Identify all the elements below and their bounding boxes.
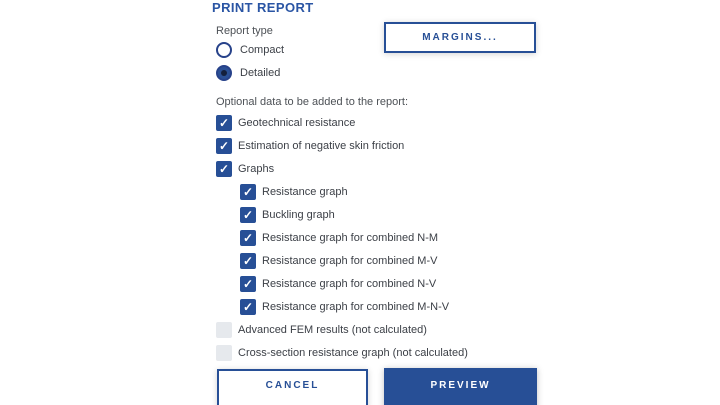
checkbox-label[interactable]: Buckling graph: [262, 208, 335, 221]
checked-checkbox-icon[interactable]: ✓: [216, 161, 232, 177]
checkbox-label[interactable]: Graphs: [238, 162, 275, 175]
preview-button[interactable]: PREVIEW: [384, 368, 537, 405]
checkbox-label: Cross-section resistance graph (not calculated): [238, 346, 468, 359]
checkbox-row[interactable]: [240, 249, 468, 272]
radio-option-label[interactable]: Compact: [240, 44, 285, 56]
dialog-title: PRINT REPORT: [212, 0, 314, 15]
checkbox-row[interactable]: [216, 111, 468, 134]
cancel-button[interactable]: CANCEL: [217, 369, 368, 405]
checkbox-label[interactable]: Geotechnical resistance: [238, 116, 356, 129]
checked-checkbox-icon[interactable]: ✓: [216, 138, 232, 154]
checkbox-label[interactable]: Resistance graph for combined M-N-V: [262, 300, 450, 313]
checkbox-row[interactable]: [216, 157, 468, 180]
checked-checkbox-icon[interactable]: ✓: [240, 207, 256, 223]
optional-data-checkbox-list: [216, 111, 468, 364]
checked-checkbox-icon[interactable]: ✓: [240, 276, 256, 292]
checkbox-row[interactable]: [240, 203, 468, 226]
checked-checkbox-icon[interactable]: ✓: [240, 253, 256, 269]
margins-button[interactable]: MARGINS...: [384, 22, 536, 53]
radio-option-label[interactable]: Detailed: [240, 67, 281, 79]
checkbox-label: Advanced FEM results (not calculated): [238, 323, 427, 336]
checkbox-row[interactable]: [240, 295, 468, 318]
optional-data-label: Optional data to be added to the report:: [216, 96, 409, 108]
checkbox-row[interactable]: [240, 272, 468, 295]
checked-checkbox-icon[interactable]: ✓: [240, 230, 256, 246]
checkbox-row[interactable]: [240, 180, 468, 203]
checkbox-row[interactable]: [216, 134, 468, 157]
checked-checkbox-icon[interactable]: ✓: [216, 115, 232, 131]
checkbox-row[interactable]: [216, 318, 468, 341]
disabled-checkbox-icon: [216, 345, 232, 361]
radio-option-detailed[interactable]: [216, 65, 284, 81]
checkbox-label[interactable]: Resistance graph for combined M-V: [262, 254, 438, 267]
checkbox-row[interactable]: [240, 226, 468, 249]
disabled-checkbox-icon: [216, 322, 232, 338]
checked-checkbox-icon[interactable]: ✓: [240, 184, 256, 200]
checkbox-label[interactable]: Resistance graph for combined N-V: [262, 277, 437, 290]
report-type-label: Report type: [216, 25, 273, 37]
checkbox-label[interactable]: Resistance graph: [262, 185, 348, 198]
radio-unselected-icon[interactable]: [216, 42, 232, 58]
radio-selected-icon[interactable]: [216, 65, 232, 81]
checkbox-row[interactable]: [216, 341, 468, 364]
checkbox-label[interactable]: Resistance graph for combined N-M: [262, 231, 439, 244]
checked-checkbox-icon[interactable]: ✓: [240, 299, 256, 315]
radio-option-compact[interactable]: [216, 42, 284, 58]
report-type-radio-group: [216, 42, 284, 88]
checkbox-label[interactable]: Estimation of negative skin friction: [238, 139, 405, 152]
